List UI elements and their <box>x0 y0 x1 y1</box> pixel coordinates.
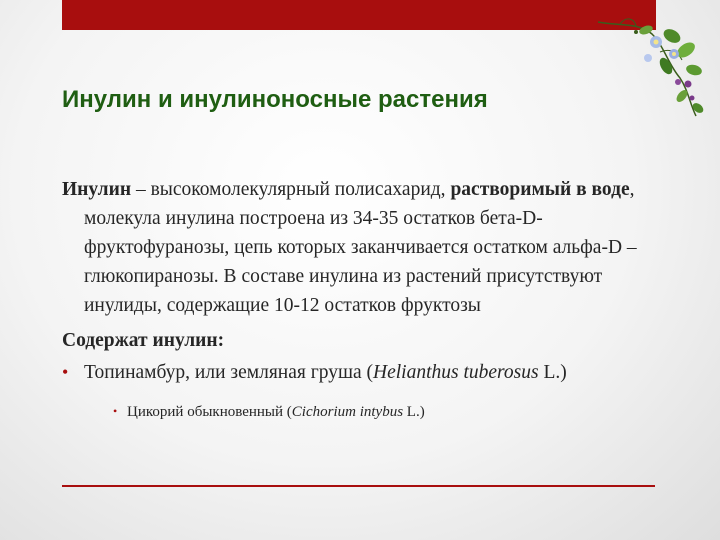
definition-bold-phrase: растворимый в воде <box>450 179 630 200</box>
sub-bullet-item-chicory <box>62 402 662 422</box>
top-accent-bar <box>62 0 656 30</box>
bullet-1-author: L.) <box>538 362 567 383</box>
definition-text-1: – высокомолекулярный полисахарид, <box>131 179 451 200</box>
definition-term: Инулин <box>62 179 132 200</box>
bullet-1-text: Топинамбур, или земляная груша ( <box>84 362 374 383</box>
bullet-1-latin-name: Helianthus tuberosus <box>373 362 539 383</box>
slide-body <box>62 175 662 422</box>
bullet-2-latin-name: Cichorium intybus <box>291 404 404 420</box>
bullet-2-author: L.) <box>403 404 425 420</box>
flower-vine-icon <box>590 12 720 122</box>
bullet-2-text: Цикорий обыкновенный ( <box>127 404 292 420</box>
bullet-item-topinambur <box>62 358 662 387</box>
bullet-dot-icon: • <box>62 362 69 382</box>
definition-paragraph <box>62 175 662 320</box>
contains-inulin-heading: Содержат инулин: <box>62 330 225 351</box>
definition-text-2: , молекула инулина построена из 34-35 остатков бета-D-фруктофуранозы, цепь которых заканчивается остатком альфа-D –глюкопиранозы. В составе инулина из растений присутствуют инулиды, содержащие 10-12 остатков фруктозы <box>84 179 637 316</box>
bullet-dot-icon: • <box>113 404 118 418</box>
bottom-divider <box>62 485 655 487</box>
slide-title: Инулин и инулиноносные растения <box>62 86 488 113</box>
